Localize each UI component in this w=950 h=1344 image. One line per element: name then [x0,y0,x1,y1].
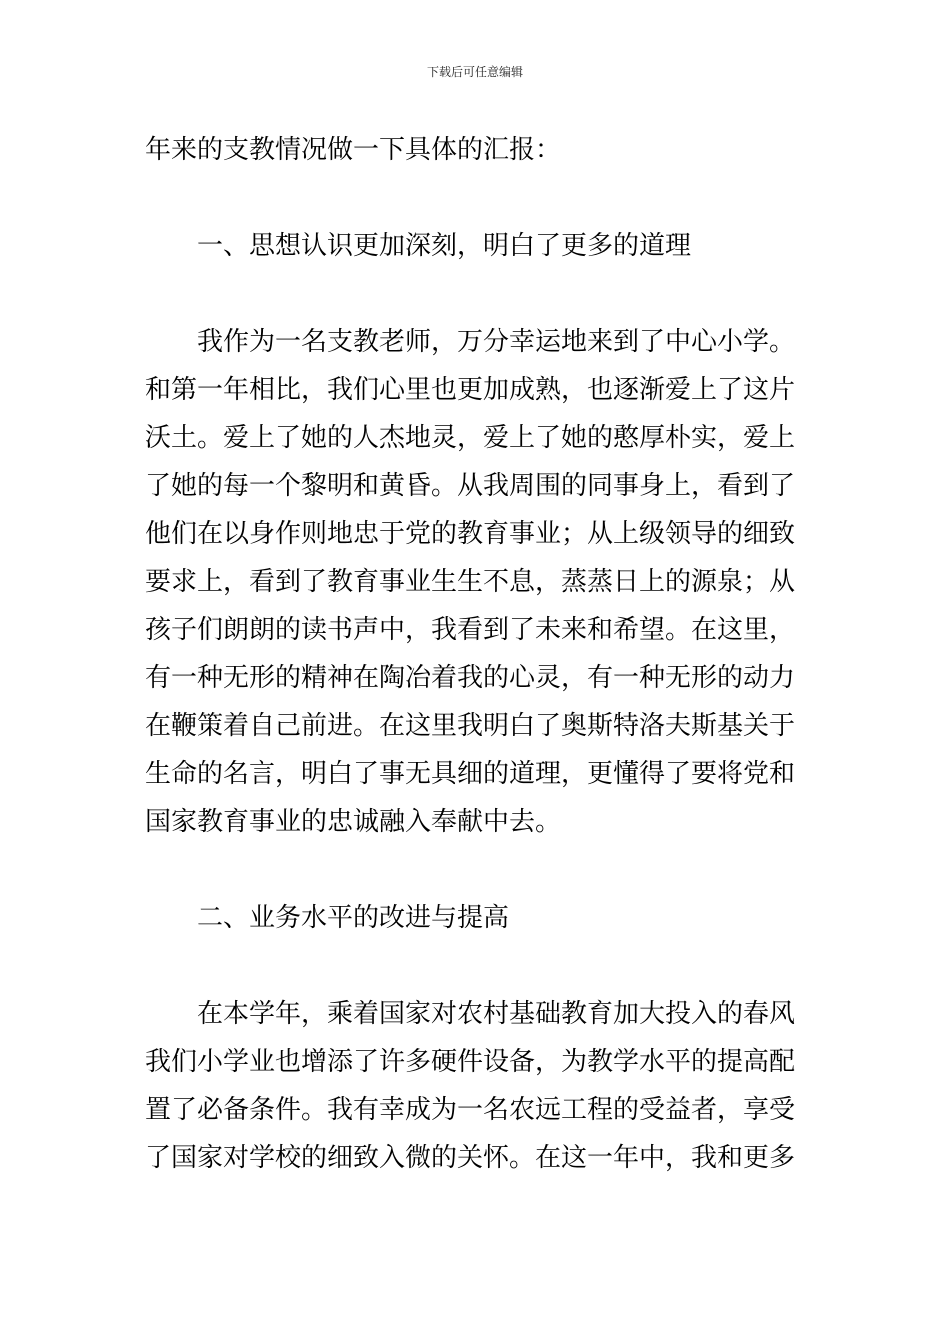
paragraph-line: 他们在以身作则地忠于党的教育事业；从上级领导的细致 [145,519,796,549]
paragraph-line: 置了必备条件。我有幸成为一名农远工程的受益者，享受 [145,1095,796,1125]
intro-line: 年来的支教情况做一下具体的汇报： [145,135,562,165]
paragraph-line: 生命的名言，明白了事无具细的道理，更懂得了要将党和 [145,759,796,789]
paragraph-line: 了国家对学校的细致入微的关怀。在这一年中，我和更多 [145,1143,796,1173]
paragraph-line: 要求上，看到了教育事业生生不息，蒸蒸日上的源泉；从 [145,567,796,597]
section-heading-2: 二、业务水平的改进与提高 [197,903,510,933]
paragraph-line: 有一种无形的精神在陶冶着我的心灵，有一种无形的动力 [145,663,796,693]
paragraph-line: 沃土。爱上了她的人杰地灵，爱上了她的憨厚朴实，爱上 [145,423,796,453]
paragraph-gap [145,846,815,894]
paragraph-line: 国家教育事业的忠诚融入奉献中去。 [145,807,562,837]
section-heading-1: 一、思想认识更加深刻，明白了更多的道理 [197,231,692,261]
paragraph-line: 我们小学业也增添了许多硬件设备，为教学水平的提高配 [145,1047,796,1077]
paragraph-line: 了她的每一个黎明和黄昏。从我周围的同事身上，看到了 [145,471,796,501]
paragraph-line: 我作为一名支教老师，万分幸运地来到了中心小学。 [197,327,796,357]
paragraph-gap [145,174,815,222]
paragraph-gap [145,942,815,990]
paragraph-line: 和第一年相比，我们心里也更加成熟，也逐渐爱上了这片 [145,375,796,405]
paragraph-line: 孩子们朗朗的读书声中，我看到了未来和希望。在这里， [145,615,796,645]
page-header: 下载后可任意编辑 [426,65,523,79]
document-body [145,126,815,1182]
paragraph-line: 在鞭策着自己前进。在这里我明白了奥斯特洛夫斯基关于 [145,711,796,741]
paragraph-line: 在本学年，乘着国家对农村基础教育加大投入的春风 [197,999,796,1029]
paragraph-gap [145,270,815,318]
